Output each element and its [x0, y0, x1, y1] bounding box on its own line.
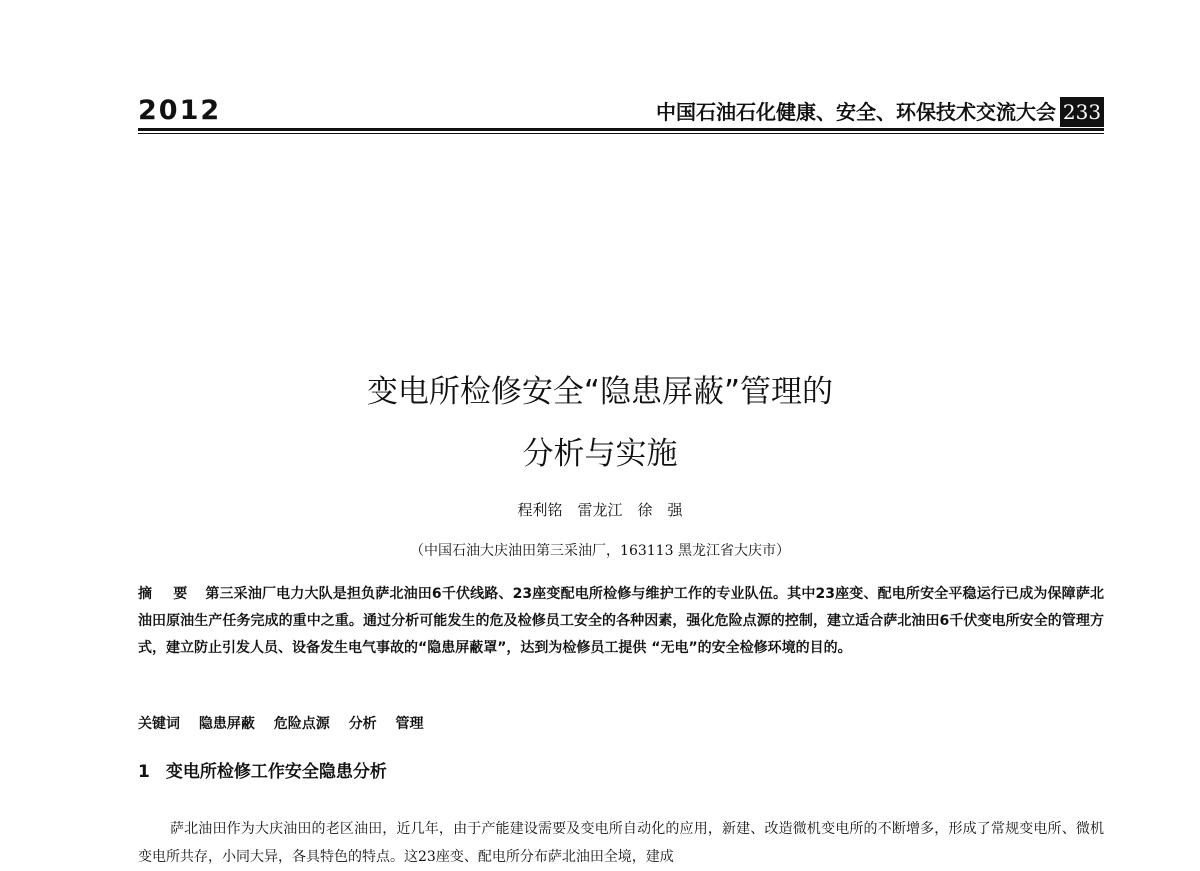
header-conference-name: 中国石油石化健康、安全、环保技术交流大会 — [656, 100, 1056, 124]
header-year: 2012 — [138, 95, 222, 126]
keyword: 危险点源 — [273, 716, 330, 732]
section-title: 变电所检修工作安全隐患分析 — [165, 762, 387, 782]
section-heading — [138, 759, 387, 785]
body-paragraph: 萨北油田作为大庆油田的老区油田，近几年，由于产能建设需要及变电所自动化的应用，新建、改造微机变电所的不断增多，形成了常规变电所、微机变电所共存，小同大异，各具特色的特点。这23座变、配电所分布萨北油田全境，建成 — [138, 821, 1104, 865]
paper-authors: 程利铭 雷龙江 徐 强 — [517, 501, 683, 519]
header-rule-thin — [138, 133, 1104, 134]
keyword: 分析 — [348, 716, 377, 732]
keyword: 管理 — [395, 716, 424, 732]
keywords — [138, 713, 1104, 735]
section-number: 1 — [138, 762, 150, 782]
keywords-label: 关键词 — [138, 716, 180, 732]
running-header — [138, 94, 1104, 134]
header-rule — [138, 128, 1104, 131]
paper-title-line-2: 分析与实施 — [522, 436, 678, 472]
paper-affiliation: （中国石油大庆油田第三采油厂，163113 黑龙江省大庆市） — [410, 543, 790, 559]
header-page-number: 233 — [1060, 97, 1104, 127]
abstract-label: 摘 要 — [138, 586, 196, 602]
abstract — [138, 581, 1104, 662]
keyword: 隐患屏蔽 — [198, 716, 255, 732]
paper-title-line-1: 变电所检修安全“隐患屏蔽”管理的 — [366, 374, 834, 410]
abstract-text: 第三采油厂电力大队是担负萨北油田6千伏线路、23座变配电所检修与维护工作的专业队伍。其中23座变、配电所安全平稳运行已成为保障萨北油田原油生产任务完成的重中之重。通过分析可能发生的危及检修员工安全的各种因素，强化危险点源的控制，建立适合萨北油田6千伏变电所安全的管理方式，建立防止引发人员、设备发生电气事故的“隐患屏蔽罩”，达到为检修员工提供 “无电”的安全检修环境的目的。 — [138, 586, 1105, 656]
